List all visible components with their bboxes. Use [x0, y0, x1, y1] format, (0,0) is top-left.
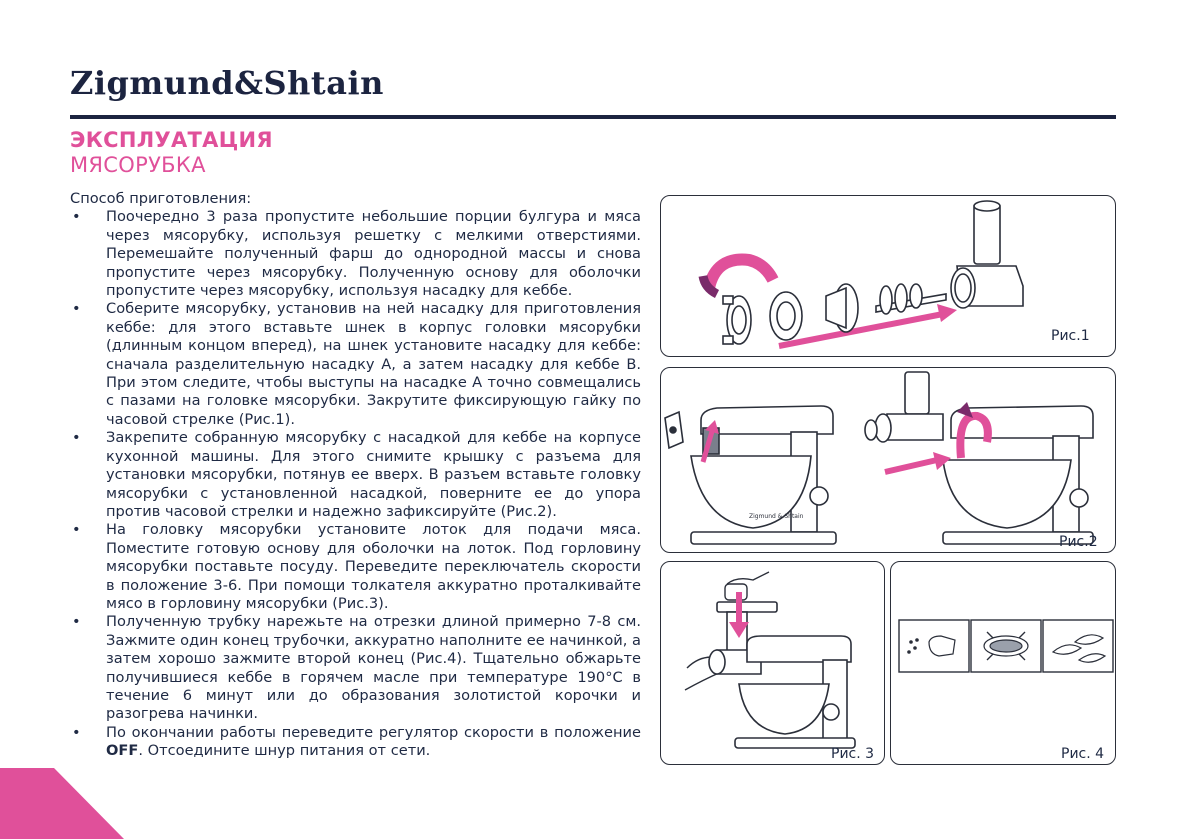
figure-1-caption: Рис.1: [1051, 328, 1090, 344]
list-item: • Соберите мясорубку, установив на ней насадку для приготовления кеббе: для этого вставьте шнек в корпус головки мясорубки (длинным концом вперед), на шнек установите насадку для кеббе: сначала разделительную насадку А, а затем насадку для кеббе В. При этом следите, чтобы выступы на насадке А точно совмещались с пазами на головке мясорубки. Закрутите фиксирующую гайку по часовой стрелке (Рис.1).: [70, 300, 641, 429]
corner-decoration: [0, 768, 54, 839]
off-label: OFF: [106, 742, 139, 760]
grinder-assembly-illustration: [661, 196, 1117, 358]
figure-4-panel: [890, 561, 1116, 765]
grinder-head-icon: [865, 372, 943, 442]
insert-arrow-icon: [885, 460, 937, 472]
kebbe-attachment-icon: [826, 284, 858, 332]
list-item: • Закрепите собранную мясорубку с насадкой для кеббе на корпусе кухонной машины. Для этого снимите крышку с разъема для установки мясорубки, потянув ее вверх. В разъем вставьте головку мясорубки с установленной насадкой, поверните ее до упора против часовой стрелки и надежно зафиксируйте (Рис.2).: [70, 429, 641, 521]
instructions-column: [70, 190, 641, 761]
figure-2-caption: Рис.2: [1059, 534, 1098, 550]
pink-arrow-icon: [779, 314, 943, 346]
section-title: ЭКСПЛУАТАЦИЯ: [70, 128, 273, 152]
ring-icon: [770, 292, 802, 340]
pink-arrowhead-icon: [937, 304, 957, 322]
grinder-head-icon: [951, 201, 1023, 308]
list-item: [70, 724, 641, 761]
figure-2-panel: [660, 367, 1116, 553]
corner-decoration-edge: [54, 768, 124, 839]
header-rule: [70, 115, 1116, 119]
list-item: • Полученную трубку нарежьте на отрезки длиной примерно 7-8 см. Зажмите один конец трубочки, аккуратно наполните ее начинкой, а затем хорошо зажмите второй конец (Рис.4). Тщательно обжарьте получившиеся кеббе в горячем масле при температуре 190°С в течение 6 минут или до образования золотистой корочки и разогрева начинки.: [70, 613, 641, 723]
rotate-arrow-icon: [709, 260, 773, 288]
figure-3-caption: Рис. 3: [831, 746, 875, 762]
section-subtitle: МЯСОРУБКА: [70, 153, 206, 177]
mixer-brand-label: Zigmund & Shtain: [749, 513, 804, 520]
figure-1-panel: [660, 195, 1116, 357]
last-step-text: По окончании работы переведите регулятор скорости в положение: [106, 723, 641, 741]
brand-logo: Zigmund&Shtain: [70, 64, 384, 102]
figure-3-panel: [660, 561, 885, 765]
filling-icon: [984, 632, 1028, 660]
grinding-illustration: [661, 562, 886, 766]
auger-icon: [876, 284, 946, 314]
locking-nut-icon: [723, 296, 751, 344]
cover-cap-icon: [665, 412, 683, 448]
figure-4-caption: Рис. 4: [1061, 746, 1105, 762]
steps-list: [70, 208, 641, 760]
last-step-text-end: . Отсоедините шнур питания от сети.: [138, 742, 431, 760]
mixer-install-illustration: [661, 368, 1117, 554]
list-item: • Поочередно 3 раза пропустите небольшие порции булгура и мяса через мясорубку, используя решетку с мелкими отверстиями. Перемешайте полученный фарш до однородной массы и снова пропустите через мясорубку. Полученную основу для оболочки пропустите через мясорубку, используя насадку для кеббе.: [70, 208, 641, 300]
list-item: • На головку мясорубки установите лоток для подачи мяса. Поместите готовую основу для оболочки на лоток. Под горловину мясорубки поставьте посуду. Переведите переключатель скорости в положение 3-6. При помощи толкателя аккуратно проталкивайте мясо в горловину мясорубки (Рис.3).: [70, 521, 641, 613]
intro-text: Способ приготовления:: [70, 190, 252, 207]
mixer-icon: [735, 636, 855, 748]
kebbe-forming-illustration: [891, 562, 1117, 766]
